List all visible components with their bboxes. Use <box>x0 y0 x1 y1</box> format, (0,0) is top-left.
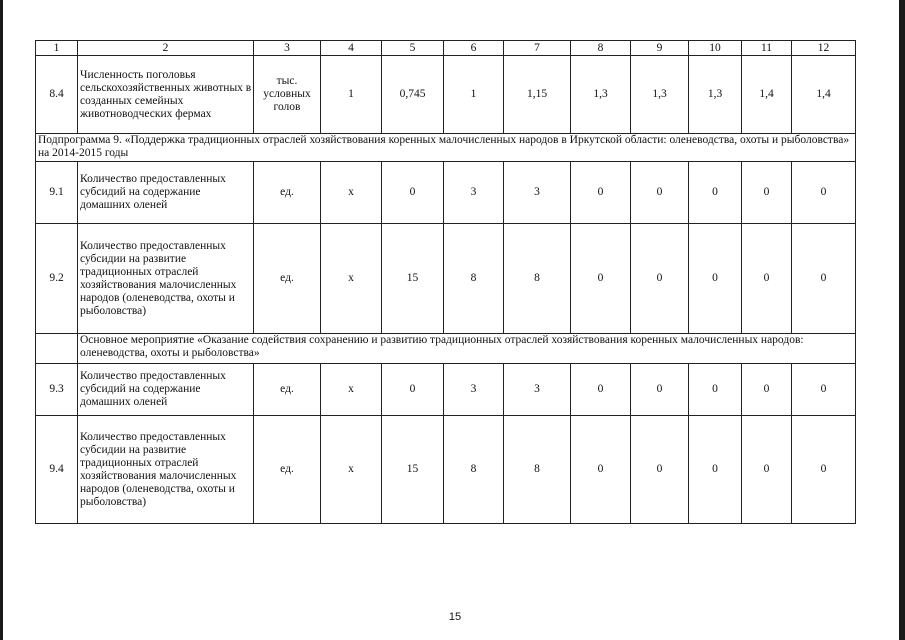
scan-left-edge <box>0 0 3 640</box>
table-row <box>36 162 856 224</box>
value-cell: 1,3 <box>689 56 742 134</box>
value-cell: 0,745 <box>382 56 444 134</box>
table-row <box>36 416 856 524</box>
indicator-name: Количество предоставленных субсидии на развитие традиционных отраслей хозяйствования малочисленных народов (оленеводства, охоты и рыболовства) <box>78 224 254 334</box>
value-cell: 0 <box>689 162 742 224</box>
value-cell: 0 <box>742 162 792 224</box>
column-number: 7 <box>504 41 571 56</box>
indicator-name: Численность поголовья сельскохозяйственных животных в созданных семейных животноводческих фермах <box>78 56 254 134</box>
value-cell: 0 <box>631 416 689 524</box>
value-cell: 0 <box>792 162 856 224</box>
column-number: 5 <box>382 41 444 56</box>
table-row <box>36 224 856 334</box>
value-cell: 0 <box>382 162 444 224</box>
value-cell: 1,3 <box>631 56 689 134</box>
unit-cell: ед. <box>254 224 321 334</box>
column-number: 11 <box>742 41 792 56</box>
value-cell: 0 <box>742 416 792 524</box>
value-cell: 1,15 <box>504 56 571 134</box>
value-cell: 0 <box>571 224 631 334</box>
value-cell: 0 <box>689 224 742 334</box>
table-row <box>36 364 856 416</box>
value-cell: 0 <box>571 162 631 224</box>
value-cell: 15 <box>382 416 444 524</box>
value-cell: 3 <box>444 162 504 224</box>
value-cell: 8 <box>444 224 504 334</box>
value-cell: 0 <box>742 224 792 334</box>
column-number: 4 <box>321 41 382 56</box>
main-activity-row <box>36 334 856 364</box>
unit-cell: ед. <box>254 162 321 224</box>
value-cell: 8 <box>504 416 571 524</box>
page-number: 15 <box>448 611 462 623</box>
column-number: 8 <box>571 41 631 56</box>
column-number: 12 <box>792 41 856 56</box>
value-cell: 15 <box>382 224 444 334</box>
value-cell: 1 <box>321 56 382 134</box>
unit-cell: тыс. условных голов <box>254 56 321 134</box>
row-number: 9.3 <box>36 364 78 416</box>
column-number: 3 <box>254 41 321 56</box>
value-cell: х <box>321 364 382 416</box>
unit-cell: ед. <box>254 416 321 524</box>
column-number: 10 <box>689 41 742 56</box>
value-cell: 0 <box>689 364 742 416</box>
column-number: 1 <box>36 41 78 56</box>
value-cell: 3 <box>504 364 571 416</box>
table-row <box>36 56 856 134</box>
value-cell: х <box>321 224 382 334</box>
value-cell: 0 <box>792 416 856 524</box>
row-number: 8.4 <box>36 56 78 134</box>
value-cell: 3 <box>504 162 571 224</box>
value-cell: 0 <box>742 364 792 416</box>
row-number: 9.2 <box>36 224 78 334</box>
value-cell: 0 <box>571 416 631 524</box>
value-cell: 0 <box>689 416 742 524</box>
column-number: 2 <box>78 41 254 56</box>
value-cell: 8 <box>504 224 571 334</box>
row-number: 9.4 <box>36 416 78 524</box>
value-cell: 8 <box>444 416 504 524</box>
main-activity-heading: Основное мероприятие «Оказание содействия сохранению и развитию традиционных отраслей хозяйствования коренных малочисленных народов: оленеводства, охоты и рыболовства» <box>78 334 856 364</box>
value-cell: 0 <box>631 224 689 334</box>
value-cell: 1,4 <box>792 56 856 134</box>
row-number: 9.1 <box>36 162 78 224</box>
value-cell: х <box>321 162 382 224</box>
column-number: 9 <box>631 41 689 56</box>
value-cell: 0 <box>792 224 856 334</box>
value-cell: 1,3 <box>571 56 631 134</box>
value-cell: 0 <box>571 364 631 416</box>
indicator-name: Количество предоставленных субсидий на содержание домашних оленей <box>78 364 254 416</box>
column-number: 6 <box>444 41 504 56</box>
indicator-name: Количество предоставленных субсидий на содержание домашних оленей <box>78 162 254 224</box>
scan-right-edge <box>899 0 905 640</box>
value-cell: х <box>321 416 382 524</box>
value-cell: 1 <box>444 56 504 134</box>
indicators-table <box>35 40 856 524</box>
unit-cell: ед. <box>254 364 321 416</box>
value-cell: 0 <box>631 364 689 416</box>
value-cell: 0 <box>792 364 856 416</box>
indicator-name: Количество предоставленных субсидии на развитие традиционных отраслей хозяйствования малочисленных народов (оленеводства, охоты и рыболовства) <box>78 416 254 524</box>
subprogram-heading-row <box>36 134 856 162</box>
value-cell: 1,4 <box>742 56 792 134</box>
empty-number-cell <box>36 334 78 364</box>
subprogram-heading: Подпрограмма 9. «Поддержка традиционных отраслей хозяйствования коренных малочисленных народов в Иркутской области: оленеводства, охоты и рыболовства» на 2014-2015 годы <box>36 134 856 162</box>
value-cell: 3 <box>444 364 504 416</box>
value-cell: 0 <box>631 162 689 224</box>
value-cell: 0 <box>382 364 444 416</box>
column-number-row <box>36 41 856 56</box>
